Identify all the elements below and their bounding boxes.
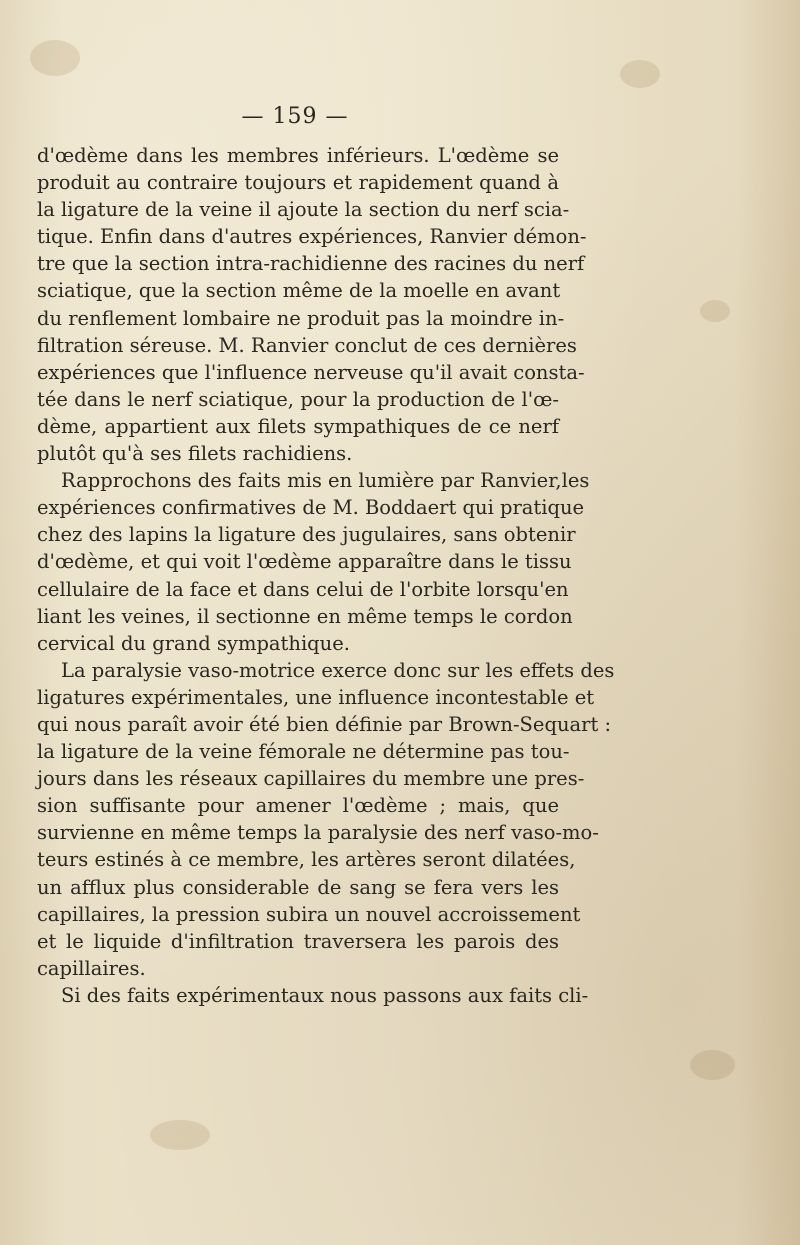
text-line: filtration séreuse. M. Ranvier conclut de ces dernières xyxy=(37,333,577,357)
text-line: Rapprochons des faits mis en lumière par Ranvier,les xyxy=(61,469,590,493)
text-line: capillaires. xyxy=(37,956,146,980)
text-line: cellulaire de la face et dans celui de l'orbite lorsqu'en xyxy=(37,577,569,601)
paper-stain xyxy=(30,40,80,76)
text-line: survienne en même temps la paralysie des nerf vaso-mo- xyxy=(37,821,599,845)
text-line: qui nous paraît avoir été bien définie par Brown-Sequart : xyxy=(37,712,612,736)
text-line: la ligature de la veine il ajoute la section du nerf scia- xyxy=(37,198,570,222)
text-line: chez des lapins la ligature des jugulaires, sans obtenir xyxy=(37,523,576,547)
text-line: plutôt qu'à ses filets rachidiens. xyxy=(37,442,353,466)
text-line: liant les veines, il sectionne en même temps le cordon xyxy=(37,604,573,628)
text-line: tique. Enfin dans d'autres expériences, Ranvier démon- xyxy=(37,225,587,249)
text-line: expériences que l'influence nerveuse qu'il avait consta- xyxy=(37,360,585,384)
body-text xyxy=(37,142,615,1009)
paper-stain xyxy=(620,60,660,88)
text-line: tre que la section intra-rachidienne des racines du nerf xyxy=(37,252,585,276)
text-line: d'œdème, et qui voit l'œdème apparaître dans le tissu xyxy=(37,550,572,574)
text-line: un afflux plus considerable de sang se fera vers les xyxy=(37,875,559,899)
text-line: tée dans le nerf sciatique, pour la production de l'œ- xyxy=(37,387,559,411)
text-line: La paralysie vaso-motrice exerce donc sur les effets des xyxy=(61,658,615,682)
text-line: teurs estinés à ce membre, les artères seront dilatées, xyxy=(37,848,576,872)
text-line: et le liquide d'infiltration traversera les parois des xyxy=(37,929,559,953)
text-line: sciatique, que la section même de la moelle en avant xyxy=(37,279,561,303)
text-line: produit au contraire toujours et rapidement quand à xyxy=(37,171,559,195)
text-line: la ligature de la veine fémorale ne détermine pas tou- xyxy=(37,740,570,764)
text-line: Si des faits expérimentaux nous passons aux faits cli- xyxy=(61,983,589,1007)
text-line: capillaires, la pression subira un nouvel accroissement xyxy=(37,902,581,926)
text-line: cervical du grand sympathique. xyxy=(37,631,350,655)
text-line: ligatures expérimentales, une influence incontestable et xyxy=(37,685,595,709)
text-line: du renflement lombaire ne produit pas la moindre in- xyxy=(37,306,565,330)
paper-stain xyxy=(700,300,730,322)
text-line: expériences confirmatives de M. Boddaert qui pratique xyxy=(37,496,585,520)
paper-stain xyxy=(690,1050,735,1080)
page-number: — 159 — xyxy=(241,104,349,129)
text-line: d'œdème dans les membres inférieurs. L'œdème se xyxy=(37,144,559,167)
paper-stain xyxy=(150,1120,210,1150)
text-line: sion suffisante pour amener l'œdème ; mais, que xyxy=(37,794,559,818)
text-line: jours dans les réseaux capillaires du membre une pres- xyxy=(37,767,585,791)
text-line: dème, appartient aux filets sympathiques de ce nerf xyxy=(37,414,559,438)
